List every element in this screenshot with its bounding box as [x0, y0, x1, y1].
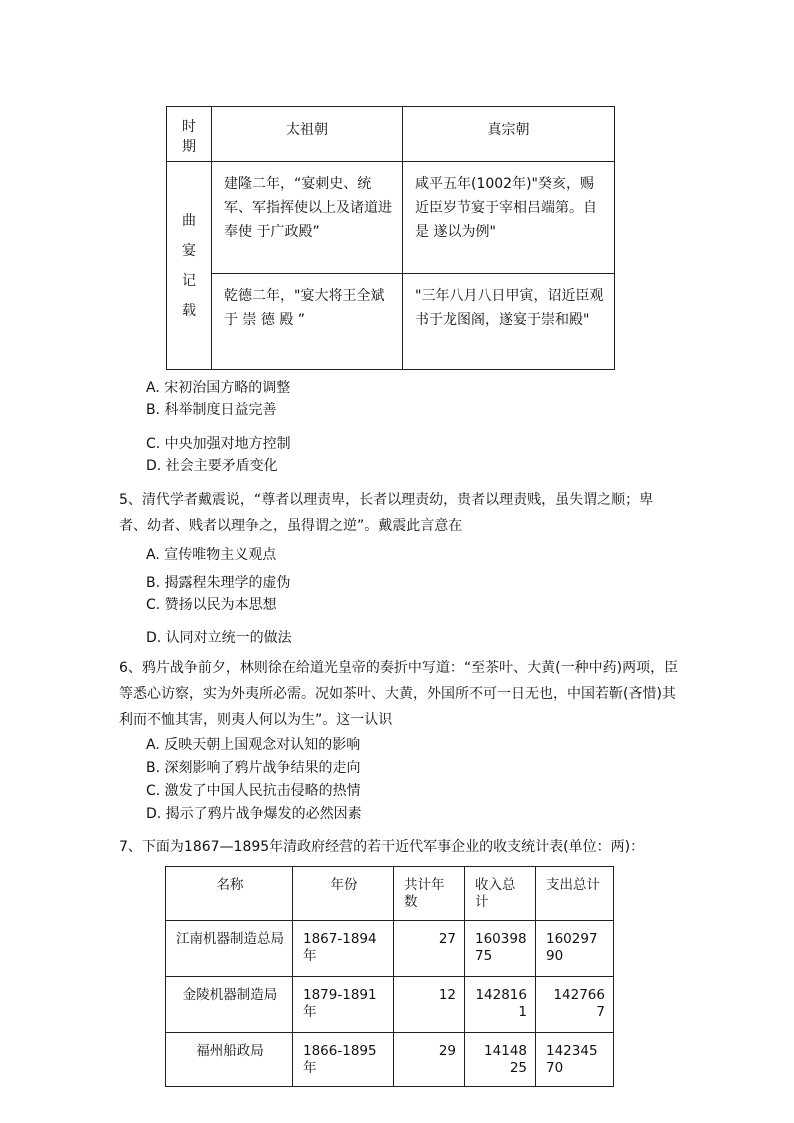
- q5-option-d[interactable]: D. 认同对立统一的做法: [146, 630, 292, 646]
- q4-option-b[interactable]: B. 科举制度日益完善: [146, 402, 277, 418]
- col-header-year-count: 共计年数: [394, 867, 465, 921]
- q4-option-c[interactable]: C. 中央加强对地方控制: [146, 436, 291, 452]
- q5-stem: 5、清代学者戴震说，“尊者以理责卑，长者以理责幼，贵者以理责贱，虽失谓之顺；卑者、幼者、贱者以理争之，虽得谓之逆”。戴震此言意在: [119, 492, 654, 534]
- row-name: 江南机器制造总局: [166, 921, 293, 977]
- row-expense: 1427667: [536, 977, 614, 1033]
- row-years: 1866-1895年: [293, 1033, 394, 1087]
- col-header-years: 年份: [293, 867, 394, 921]
- table-row: [166, 977, 614, 1033]
- q6-option-b[interactable]: B. 深刻影响了鸦片战争结果的走向: [146, 760, 361, 776]
- row-income: 14148 25: [465, 1033, 536, 1087]
- q5-option-b[interactable]: B. 揭露程朱理学的虚伪: [146, 575, 291, 591]
- q6-option-c[interactable]: C. 激发了中国人民抗击侵略的热情: [146, 783, 361, 799]
- table-row: [166, 921, 614, 977]
- banquet-records-table: [166, 106, 615, 370]
- q4-option-d[interactable]: D. 社会主要矛盾变化: [146, 458, 278, 474]
- row-year-count: 12: [394, 977, 465, 1033]
- taizu-record-2: 乾德二年，"宴大将王全斌于 崇 德 殿 ”: [212, 274, 403, 370]
- q4-option-a[interactable]: A. 宋初治国方略的调整: [146, 380, 291, 396]
- col-header-name: 名称: [166, 867, 293, 921]
- q7-stem: 7、下面为1867—1895年清政府经营的若干近代军事企业的收支统计表(单位：两)：: [119, 839, 645, 855]
- row-expense: 14234570: [536, 1033, 614, 1087]
- table-row: [166, 1033, 614, 1087]
- row-name: 金陵机器制造局: [166, 977, 293, 1033]
- row-year-count: 27: [394, 921, 465, 977]
- header-taizu: 太祖朝: [212, 107, 403, 162]
- row-expense: 16029790: [536, 921, 614, 977]
- row-label-banquet-records: 曲宴记载: [167, 162, 212, 370]
- row-years: 1867-1894年: [293, 921, 394, 977]
- q6-option-d[interactable]: D. 揭示了鸦片战争爆发的必然因素: [146, 806, 362, 822]
- zhenzong-record-2: "三年八月八日甲寅，诏近臣观 书于龙图阁，遂宴于崇和殿": [403, 274, 615, 370]
- q5-option-c[interactable]: C. 赞扬以民为本思想: [146, 597, 277, 613]
- col-header-expense: 支出总计: [536, 867, 614, 921]
- row-name: 福州船政局: [166, 1033, 293, 1087]
- row-years: 1879-1891年: [293, 977, 394, 1033]
- zhenzong-record-1: 咸平五年(1002年)"癸亥，赐 近臣岁节宴于宰相吕端第。自是 遂以为例": [403, 162, 615, 274]
- q6-stem: 6、鸦片战争前夕，林则徐在给道光皇帝的奏折中写道：“至茶叶、大黄(一种中药)两项，臣等悉心访察，实为外夷所必需。况如茶叶、大黄，外国所不可一日无也，中国若靳(吝惜)其利而不恤其害，则夷人何以为生”。这一认识: [119, 660, 679, 728]
- col-header-income: 收入总计: [465, 867, 536, 921]
- q6-option-a[interactable]: A. 反映天朝上国观念对认知的影响: [146, 737, 361, 753]
- row-income: 1428161: [465, 977, 536, 1033]
- military-enterprise-table: [165, 866, 614, 1087]
- header-zhenzong: 真宗朝: [403, 107, 615, 162]
- q5-option-a[interactable]: A. 宣传唯物主义观点: [146, 547, 277, 563]
- header-period: 时期: [167, 107, 212, 162]
- taizu-record-1: 建隆二年，“宴刺史、统军、军指挥使以上及诸道进奉使 于广政殿”: [212, 162, 403, 274]
- row-year-count: 29: [394, 1033, 465, 1087]
- row-income: 16039875: [465, 921, 536, 977]
